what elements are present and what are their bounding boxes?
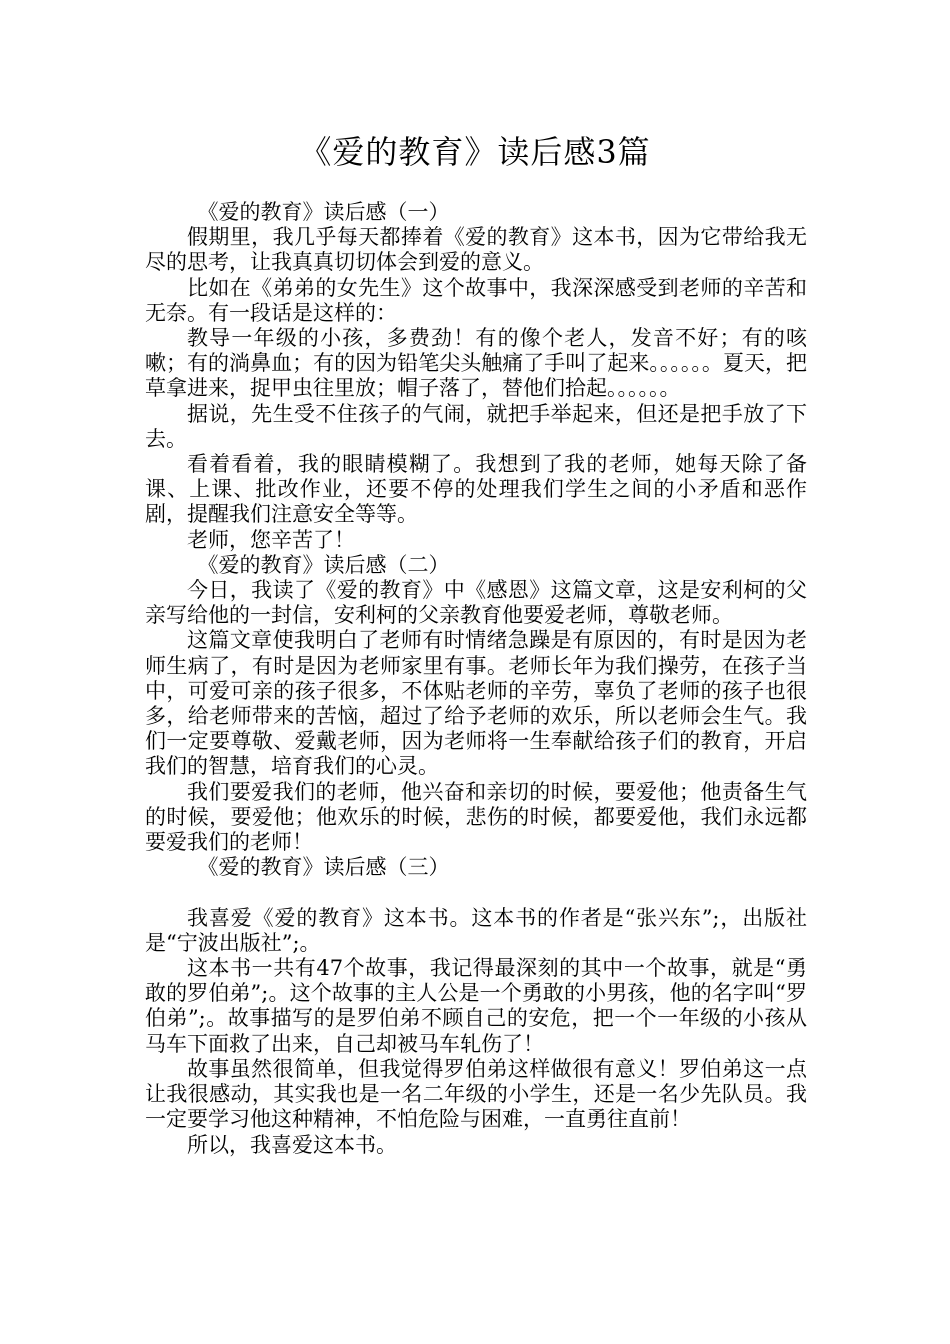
paragraph: 比如在《弟弟的女先生》这个故事中，我深深感受到老师的辛苦和无奈。有一段话是这样的： <box>145 275 807 325</box>
document-title: 《爱的教育》读后感3篇 <box>299 133 651 171</box>
paragraph: 故事虽然很简单，但我觉得罗伯弟这样做很有意义！罗伯弟这一点让我很感动，其实我也是一名二年级的小学生，还是一名少先队员。我一定要学习他这种精神，不怕危险与困难，一直勇往直前！ <box>145 1056 807 1132</box>
paragraph: 看着看着，我的眼睛模糊了。我想到了我的老师，她每天除了备课、上课、批改作业，还要不停的处理我们学生之间的小矛盾和恶作剧，提醒我们注意安全等等。 <box>145 452 807 527</box>
blank-line <box>145 880 807 905</box>
paragraph: 这篇文章使我明白了老师有时情绪急躁是有原因的，有时是因为老师生病了，有时是因为老师家里有事。老师长年为我们操劳，在孩子当中，可爱可亲的孩子很多，不体贴老师的辛劳，辜负了老师的孩子也很多，给老师带来的苦恼，超过了给予老师的欢乐，所以老师会生气。我们一定要尊敬、爱戴老师，因为老师将一生奉献给孩子们的教育，开启我们的智慧，培育我们的心灵。 <box>145 628 807 779</box>
section-heading-1: 《爱的教育》读后感（一） <box>197 200 450 224</box>
quote-paragraph: 教导一年级的小孩，多费劲！有的像个老人，发音不好；有的咳嗽；有的淌鼻血；有的因为铅笔尖头触痛了手叫了起来。。。。。。夏天，把草拿进来，捉甲虫往里放；帽子落了，替他们拾起。。。。。。 <box>145 326 807 401</box>
paragraph: 假期里，我几乎每天都捧着《爱的教育》这本书，因为它带给我无尽的思考，让我真真切切体会到爱的意义。 <box>145 225 807 275</box>
paragraph: 我喜爱《爱的教育》这本书。这本书的作者是“张兴东”;，出版社是“宁波出版社”;。 <box>145 905 807 955</box>
section-heading-3: 《爱的教育》读后感（三） <box>197 855 450 880</box>
paragraph: 我们要爱我们的老师，他兴奋和亲切的时候，要爱他；他责备生气的时候，要爱他；他欢乐的时候，悲伤的时候，都要爱他，我们永远都要爱我们的老师！ <box>145 779 807 855</box>
paragraph: 今日，我读了《爱的教育》中《感恩》这篇文章，这是安利柯的父亲写给他的一封信，安利柯的父亲教育他要爱老师，尊敬老师。 <box>145 578 807 628</box>
paragraph: 据说，先生受不住孩子的气闹，就把手举起来，但还是把手放了下去。 <box>145 401 807 451</box>
section-heading-2: 《爱的教育》读后感（二） <box>197 552 450 577</box>
paragraph: 这本书一共有47个故事，我记得最深刻的其中一个故事，就是“勇敢的罗伯弟”;。这个故事的主人公是一个勇敢的小男孩，他的名字叫“罗伯弟”;。故事描写的是罗伯弟不顾自己的安危，把一个一年级的小孩从马车下面救了出来，自己却被马车轧伤了！ <box>145 956 807 1056</box>
paragraph: 老师，您辛苦了！ <box>187 527 355 552</box>
paragraph: 所以，我喜爱这本书。 <box>187 1132 397 1157</box>
document-body <box>145 200 807 1158</box>
